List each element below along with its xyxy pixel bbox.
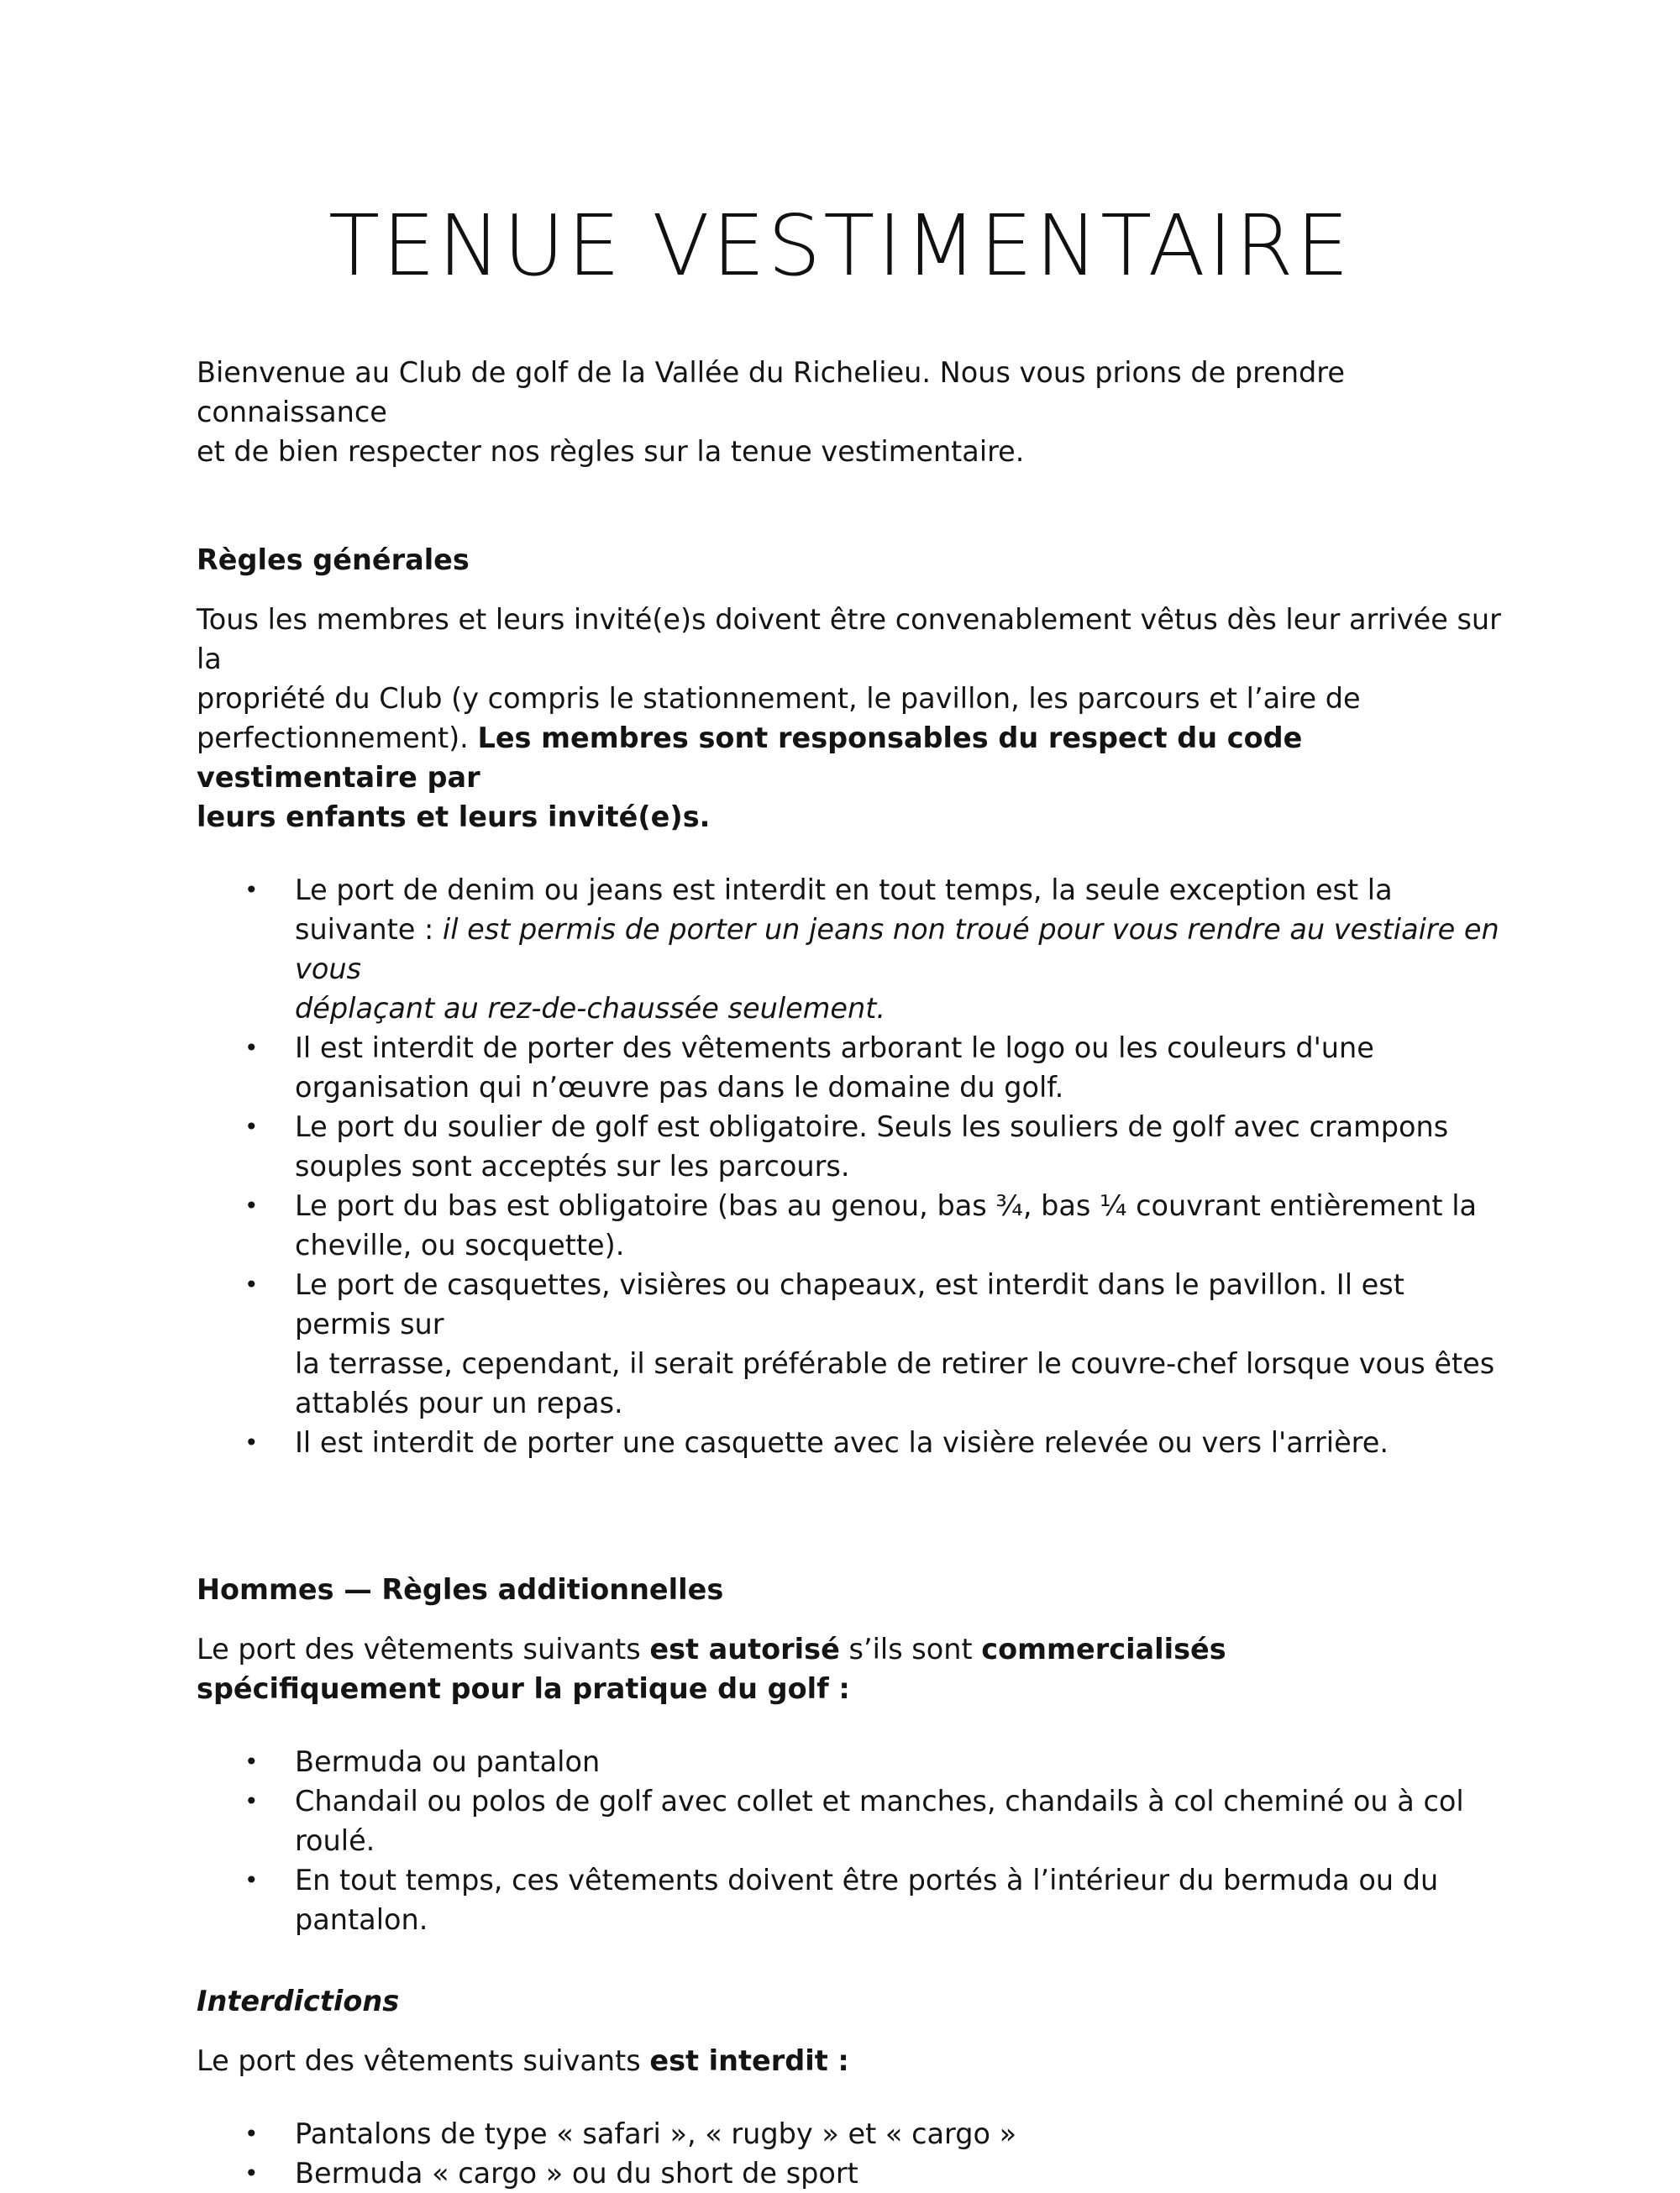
- list-item-italic-text: déplaçant au rez-de-chaussée seulement.: [295, 992, 886, 1025]
- list-item: [197, 1742, 1507, 1781]
- bullet-icon: •: [244, 1429, 259, 1456]
- list-item-text: la terrasse, cependant, il serait préférable de retirer le couvre-chef lorsque vous êtes: [295, 1347, 1495, 1380]
- list-item: [197, 1028, 1507, 1107]
- list-item-text: Il est interdit de porter des vêtements arborant le logo ou les couleurs d'une: [295, 1031, 1374, 1064]
- intro-line: Bienvenue au Club de golf de la Vallée du Richelieu. Nous vous prions de prendre connaissance: [197, 356, 1345, 428]
- paragraph-line: propriété du Club (y compris le stationnement, le pavillon, les parcours et l’aire de: [197, 682, 1361, 715]
- list-item-text: suivante :: [295, 913, 443, 946]
- list-item: [197, 1781, 1507, 1860]
- document-title: TENUE VESTIMENTAIRE: [328, 197, 1352, 295]
- bullet-icon: •: [244, 2120, 259, 2148]
- list-item-text: Bermuda « cargo » ou du short de sport: [295, 2157, 858, 2190]
- list-item: [197, 1265, 1507, 1423]
- paragraph-bold-text: est autorisé: [649, 1633, 840, 1666]
- paragraph-bold-text: leurs enfants et leurs invité(e)s.: [197, 800, 711, 833]
- list-item: [197, 2114, 1507, 2154]
- list-item: [197, 1186, 1507, 1265]
- bullet-icon: •: [244, 1113, 259, 1141]
- men-rules-paragraph: [197, 1629, 1507, 1708]
- paragraph-text: Le port des vêtements suivants: [197, 1633, 650, 1666]
- list-item-text: souples sont acceptés sur les parcours.: [295, 1150, 850, 1183]
- paragraph-bold-text: Les membres sont responsables du respect du code vestimentaire par: [197, 721, 1303, 794]
- bullet-icon: •: [244, 2159, 259, 2187]
- list-item-text: Il est interdit de porter une casquette avec la visière relevée ou vers l'arrière.: [295, 1426, 1389, 1459]
- intro-paragraph: [197, 353, 1507, 471]
- list-item-text: attablés pour un repas.: [295, 1387, 623, 1419]
- bullet-icon: •: [244, 1034, 259, 1062]
- bullet-icon: •: [244, 1192, 259, 1220]
- list-item-italic-text: il est permis de porter un jeans non troué pour vous rendre au vestiaire en vous: [295, 913, 1499, 985]
- list-item-text: Le port de casquettes, visières ou chapeaux, est interdit dans le pavillon. Il est permis sur: [295, 1268, 1404, 1340]
- list-item-text: Le port du soulier de golf est obligatoire. Seuls les souliers de golf avec crampons: [295, 1110, 1449, 1143]
- interdictions-list: [197, 2114, 1507, 2193]
- list-item: [197, 1107, 1507, 1186]
- bullet-icon: •: [244, 1787, 259, 1815]
- list-item: [197, 1860, 1507, 1939]
- paragraph-text: s’ils sont: [839, 1633, 982, 1666]
- paragraph-line: Tous les membres et leurs invité(e)s doivent être convenablement vêtus dès leur arrivée sur la: [197, 603, 1501, 675]
- paragraph-line: perfectionnement).: [197, 721, 478, 754]
- list-item-text: Chandail ou polos de golf avec collet et manches, chandails à col cheminé ou à col roulé.: [295, 1785, 1464, 1857]
- paragraph-bold-text: est interdit :: [649, 2044, 849, 2077]
- general-rules-heading: Règles générales: [197, 543, 470, 576]
- men-allowed-list: [197, 1742, 1507, 1939]
- bullet-icon: •: [244, 1866, 259, 1894]
- bullet-icon: •: [244, 1748, 259, 1776]
- general-rules-list: [197, 870, 1507, 1462]
- bullet-icon: •: [244, 1271, 259, 1298]
- list-item-text: Pantalons de type « safari », « rugby » et « cargo »: [295, 2117, 1017, 2150]
- list-item-text: organisation qui n’œuvre pas dans le domaine du golf.: [295, 1071, 1064, 1104]
- bullet-icon: •: [244, 876, 259, 904]
- list-item-text: Le port de denim ou jeans est interdit en tout temps, la seule exception est la: [295, 874, 1393, 906]
- list-item-text: Bermuda ou pantalon: [295, 1745, 601, 1778]
- interdictions-paragraph: [197, 2041, 1507, 2080]
- men-rules-heading: Hommes — Règles additionnelles: [197, 1573, 724, 1606]
- list-item: [197, 870, 1507, 1028]
- interdictions-heading: Interdictions: [197, 1985, 400, 2017]
- intro-line: et de bien respecter nos règles sur la tenue vestimentaire.: [197, 435, 1025, 468]
- general-rules-paragraph: [197, 600, 1507, 837]
- list-item-text: En tout temps, ces vêtements doivent être portés à l’intérieur du bermuda ou du: [295, 1864, 1439, 1897]
- paragraph-bold-text: spécifiquement pour la pratique du golf :: [197, 1672, 850, 1705]
- paragraph-bold-text: commercialisés: [981, 1633, 1226, 1666]
- list-item: [197, 1423, 1507, 1462]
- paragraph-text: Le port des vêtements suivants: [197, 2044, 650, 2077]
- list-item-text: Le port du bas est obligatoire (bas au genou, bas ¾, bas ¼ couvrant entièrement la: [295, 1189, 1478, 1222]
- document-content: [197, 353, 1507, 2193]
- list-item-text: pantalon.: [295, 1903, 428, 1936]
- list-item-text: cheville, ou socquette).: [295, 1229, 625, 1262]
